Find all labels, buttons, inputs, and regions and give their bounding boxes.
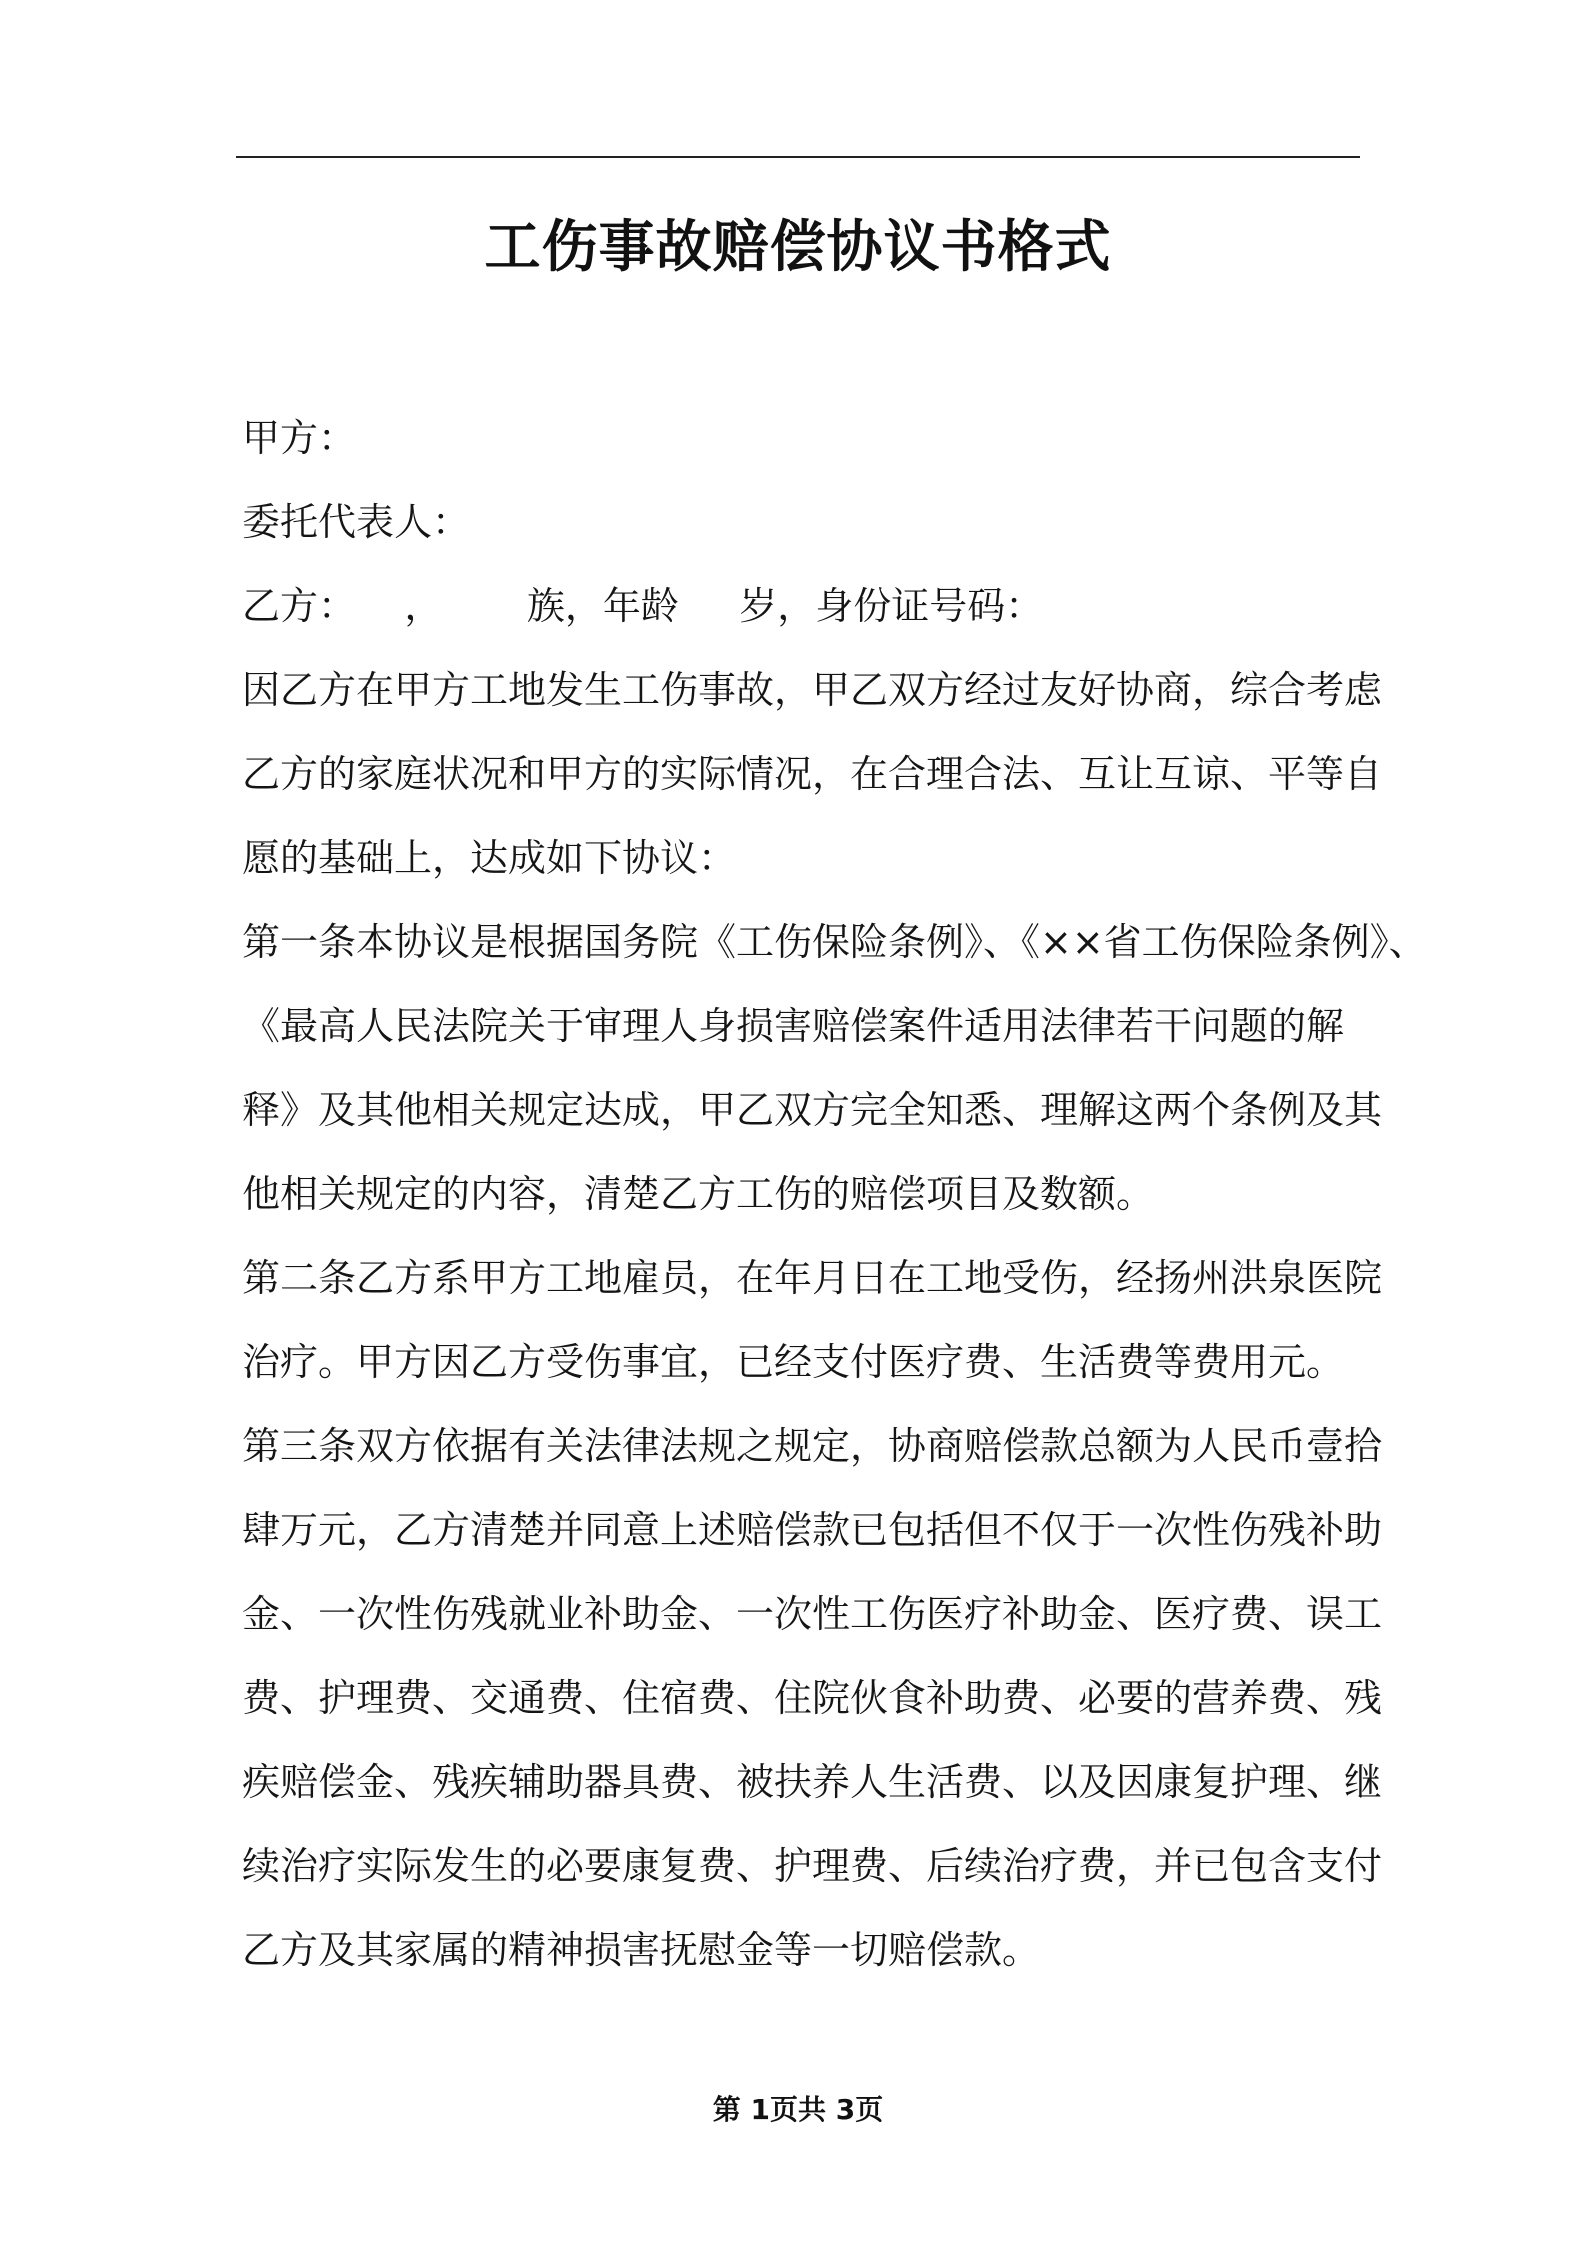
body-line: 愿的基础上，达成如下协议： (242, 836, 737, 880)
body-line: 疾赔偿金、残疾辅助器具费、被扶养人生活费、以及因康复护理、继 (242, 1760, 1383, 1804)
body-line: 第二条乙方系甲方工地雇员，在年月日在工地受伤，经扬州洪泉医院 (242, 1256, 1383, 1300)
body-line: 第三条双方依据有关法律法规之规定，协商赔偿款总额为人民币壹拾 (242, 1424, 1383, 1468)
body-line: 肆万元，乙方清楚并同意上述赔偿款已包括但不仅于一次性伤残补助 (242, 1508, 1383, 1552)
body-line: 乙方的家庭状况和甲方的实际情况，在合理合法、互让互谅、平等自 (242, 752, 1383, 796)
page-number: 第 1页共 3页 (712, 2093, 884, 2126)
document-body (242, 396, 1427, 1992)
body-line: 因乙方在甲方工地发生工伤事故，甲乙双方经过友好协商，综合考虑 (242, 668, 1383, 712)
body-line: 乙方： ， 族，年龄 岁，身份证号码： (242, 584, 1044, 628)
document-title: 工伤事故赔偿协议书格式 (484, 215, 1112, 280)
body-line: 释》及其他相关规定达成，甲乙双方完全知悉、理解这两个条例及其 (242, 1088, 1383, 1132)
header-rule (236, 156, 1360, 158)
body-line: 他相关规定的内容，清楚乙方工伤的赔偿项目及数额。 (242, 1172, 1155, 1216)
body-line: 甲方： (242, 416, 357, 460)
body-line: 续治疗实际发生的必要康复费、护理费、后续治疗费，并已包含支付 (242, 1844, 1383, 1888)
body-line: 金、一次性伤残就业补助金、一次性工伤医疗补助金、医疗费、误工 (242, 1592, 1383, 1636)
body-line: 治疗。甲方因乙方受伤事宜，已经支付医疗费、生活费等费用元。 (242, 1340, 1345, 1384)
body-line: 乙方及其家属的精神损害抚慰金等一切赔偿款。 (242, 1928, 1041, 1972)
body-line: 第一条本协议是根据国务院《工伤保险条例》、《××省工伤保险条例》、 (242, 920, 1427, 964)
body-line: 《最高人民法院关于审理人身损害赔偿案件适用法律若干问题的解 (242, 1004, 1345, 1048)
body-line: 委托代表人： (242, 500, 471, 544)
body-line: 费、护理费、交通费、住宿费、住院伙食补助费、必要的营养费、残 (242, 1676, 1383, 1720)
